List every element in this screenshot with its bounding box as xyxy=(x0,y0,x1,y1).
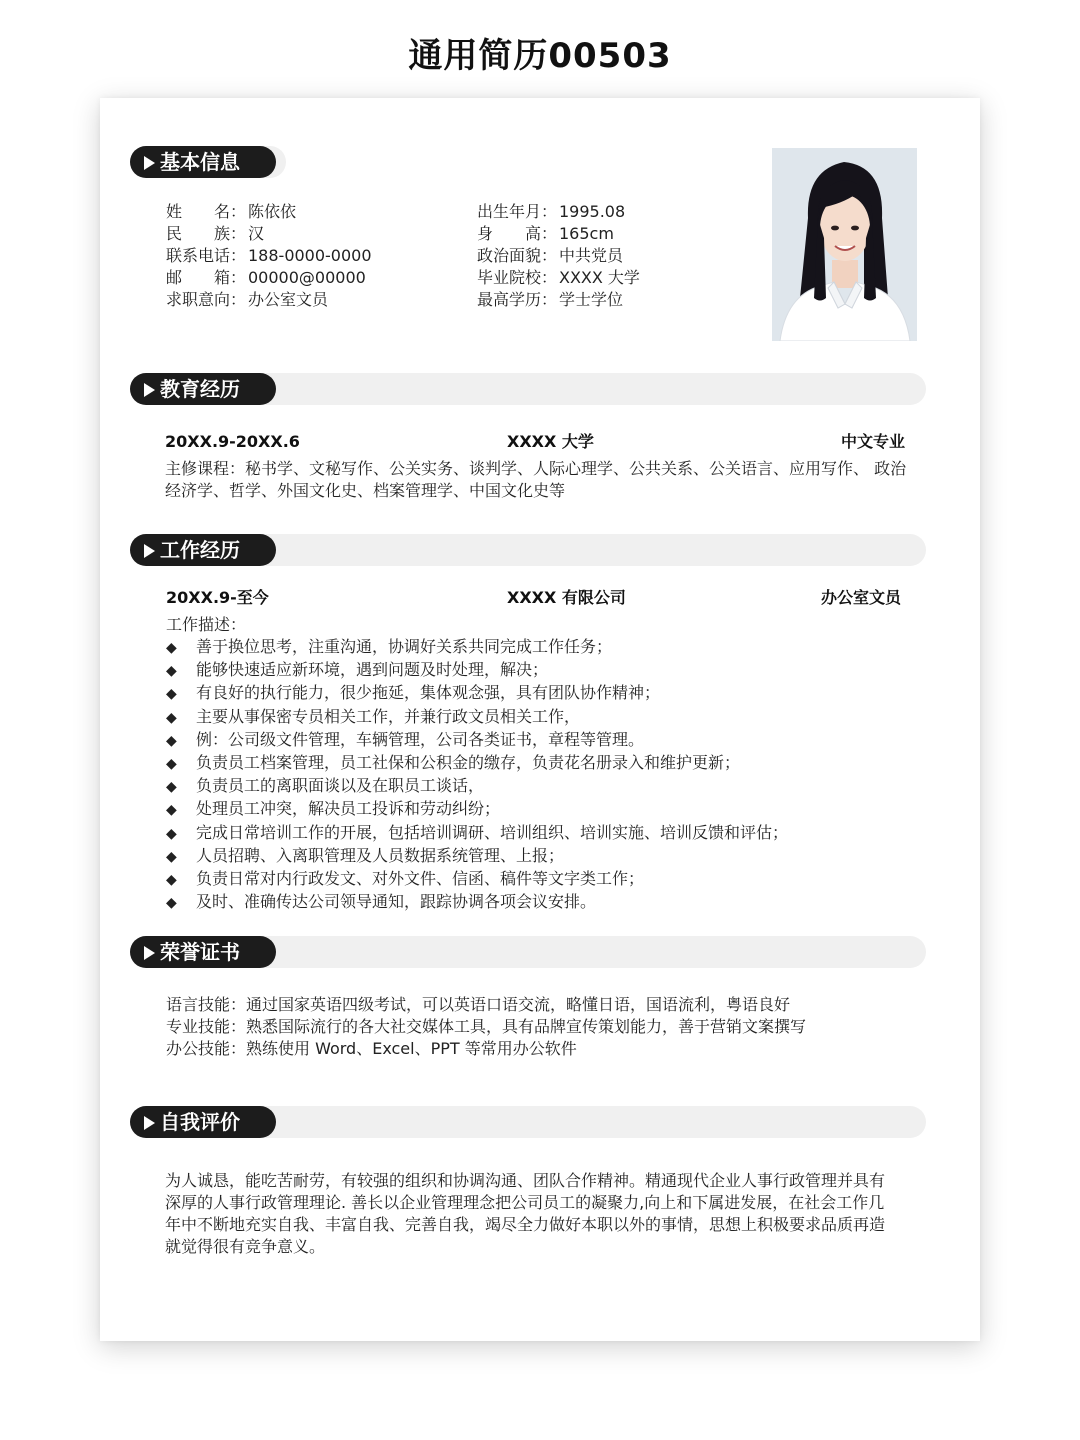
self-eval-line-2: 深厚的人事行政管理理论. 善长以企业管理理念把公司员工的凝聚力,向上和下属进发展，在社会工作几 xyxy=(165,1193,885,1212)
self-eval-line-1: 为人诚恳，能吃苦耐劳，有较强的组织和协调沟通、团队合作精神。精通现代企业人事行政管理并具有 xyxy=(165,1171,886,1190)
honor-language-skill: 语言技能：通过国家英语四级考试，可以英语口语交流，略懂日语，国语流利，粤语良好 xyxy=(166,995,791,1014)
self-eval-line-3: 年中不断地充实自我、丰富自我、完善自我，竭尽全力做好本职以外的事情，思想上积极要求品质再造 xyxy=(165,1215,886,1234)
work-duty-list xyxy=(166,636,788,914)
diamond-bullet-icon: ◆ xyxy=(166,663,177,680)
diamond-bullet-icon: ◆ xyxy=(166,872,177,889)
self-eval-line-4: 就觉得很有竞争意义。 xyxy=(165,1237,326,1256)
section-pill-basic-info: 基本信息 xyxy=(130,146,276,178)
list-item: ◆ 负责员工档案管理，员工社保和公积金的缴存，负责花名册录入和维护更新； xyxy=(166,752,788,775)
diamond-bullet-icon: ◆ xyxy=(166,848,177,865)
diamond-bullet-icon: ◆ xyxy=(166,895,177,912)
list-item: ◆ 能够快速适应新环境，遇到问题及时处理，解决； xyxy=(166,659,788,682)
diamond-bullet-icon: ◆ xyxy=(166,732,177,749)
section-pill-work: 工作经历 xyxy=(130,534,276,566)
list-item: ◆ 例：公司级文件管理，车辆管理，公司各类证书，章程等管理。 xyxy=(166,729,788,752)
play-arrow-icon xyxy=(144,946,155,960)
profile-photo xyxy=(772,148,917,341)
work-position: 办公室文员 xyxy=(821,588,902,607)
list-item: ◆ 及时、准确传达公司领导通知，跟踪协调各项会议安排。 xyxy=(166,891,788,914)
education-school: XXXX 大学 xyxy=(507,432,594,451)
info-email: 邮 箱： 00000@00000 xyxy=(166,268,366,287)
work-company: XXXX 有限公司 xyxy=(507,588,626,607)
section-header-basic-info xyxy=(130,146,286,178)
info-degree: 最高学历： 学士学位 xyxy=(477,290,624,309)
honor-office-skill: 办公技能：熟练使用 Word、Excel、PPT 等常用办公软件 xyxy=(166,1039,577,1058)
diamond-bullet-icon: ◆ xyxy=(166,709,177,726)
honor-professional-skill: 专业技能：熟悉国际流行的各大社交媒体工具，具有品牌宣传策划能力，善于营销文案撰写 xyxy=(166,1017,807,1036)
diamond-bullet-icon: ◆ xyxy=(166,825,177,842)
diamond-bullet-icon: ◆ xyxy=(166,640,177,656)
section-pill-self-eval: 自我评价 xyxy=(130,1106,276,1138)
education-period: 20XX.9-20XX.6 xyxy=(165,432,300,451)
page-title: 通用简历00503 xyxy=(408,36,672,76)
resume-paper xyxy=(100,98,980,1341)
info-name: 姓 名： 陈依依 xyxy=(166,202,297,221)
list-item: ◆ 完成日常培训工作的开展，包括培训调研、培训组织、培训实施、培训反馈和评估； xyxy=(166,822,788,845)
info-political: 政治面貌： 中共党员 xyxy=(477,246,624,265)
work-desc-label: 工作描述： xyxy=(166,615,247,634)
list-item: ◆ 善于换位思考，注重沟通，协调好关系共同完成工作任务； xyxy=(166,636,788,659)
diamond-bullet-icon: ◆ xyxy=(166,802,177,819)
section-header-education xyxy=(130,373,926,405)
section-pill-education: 教育经历 xyxy=(130,373,276,405)
diamond-bullet-icon: ◆ xyxy=(166,686,177,703)
list-item: ◆ 主要从事保密专员相关工作，并兼行政文员相关工作， xyxy=(166,706,788,729)
section-header-self-eval xyxy=(130,1106,926,1138)
list-item: ◆ 处理员工冲突，解决员工投诉和劳动纠纷； xyxy=(166,798,788,821)
info-job-intent: 求职意向： 办公室文员 xyxy=(166,290,329,309)
person-portrait-icon xyxy=(772,148,917,341)
diamond-bullet-icon: ◆ xyxy=(166,756,177,773)
play-arrow-icon xyxy=(144,156,155,170)
work-period: 20XX.9-至今 xyxy=(166,588,269,607)
section-pill-honors: 荣誉证书 xyxy=(130,936,276,968)
info-birth: 出生年月： 1995.08 xyxy=(477,202,626,221)
info-ethnicity: 民 族： 汉 xyxy=(166,224,265,243)
education-courses-line-2: 经济学、哲学、外国文化史、档案管理学、中国文化史等 xyxy=(165,481,566,500)
list-item: ◆ 有良好的执行能力，很少拖延，集体观念强，具有团队协作精神； xyxy=(166,682,788,705)
diamond-bullet-icon: ◆ xyxy=(166,779,177,796)
section-header-honors xyxy=(130,936,926,968)
info-phone: 联系电话： 188-0000-0000 xyxy=(166,246,372,265)
list-item: ◆ 负责日常对内行政发文、对外文件、信函、稿件等文字类工作； xyxy=(166,868,788,891)
education-courses-line-1: 主修课程：秘书学、文秘写作、公关实务、谈判学、人际心理学、公共关系、公关语言、应用写作、 政治 xyxy=(165,459,907,478)
education-major: 中文专业 xyxy=(841,432,906,451)
play-arrow-icon xyxy=(144,544,155,558)
section-header-work xyxy=(130,534,926,566)
play-arrow-icon xyxy=(144,1116,155,1130)
list-item: ◆ 人员招聘、入离职管理及人员数据系统管理、上报； xyxy=(166,845,788,868)
info-school: 毕业院校： XXXX 大学 xyxy=(477,268,640,287)
list-item: ◆ 负责员工的离职面谈以及在职员工谈话， xyxy=(166,775,788,798)
play-arrow-icon xyxy=(144,383,155,397)
info-height: 身 高： 165cm xyxy=(477,224,614,243)
